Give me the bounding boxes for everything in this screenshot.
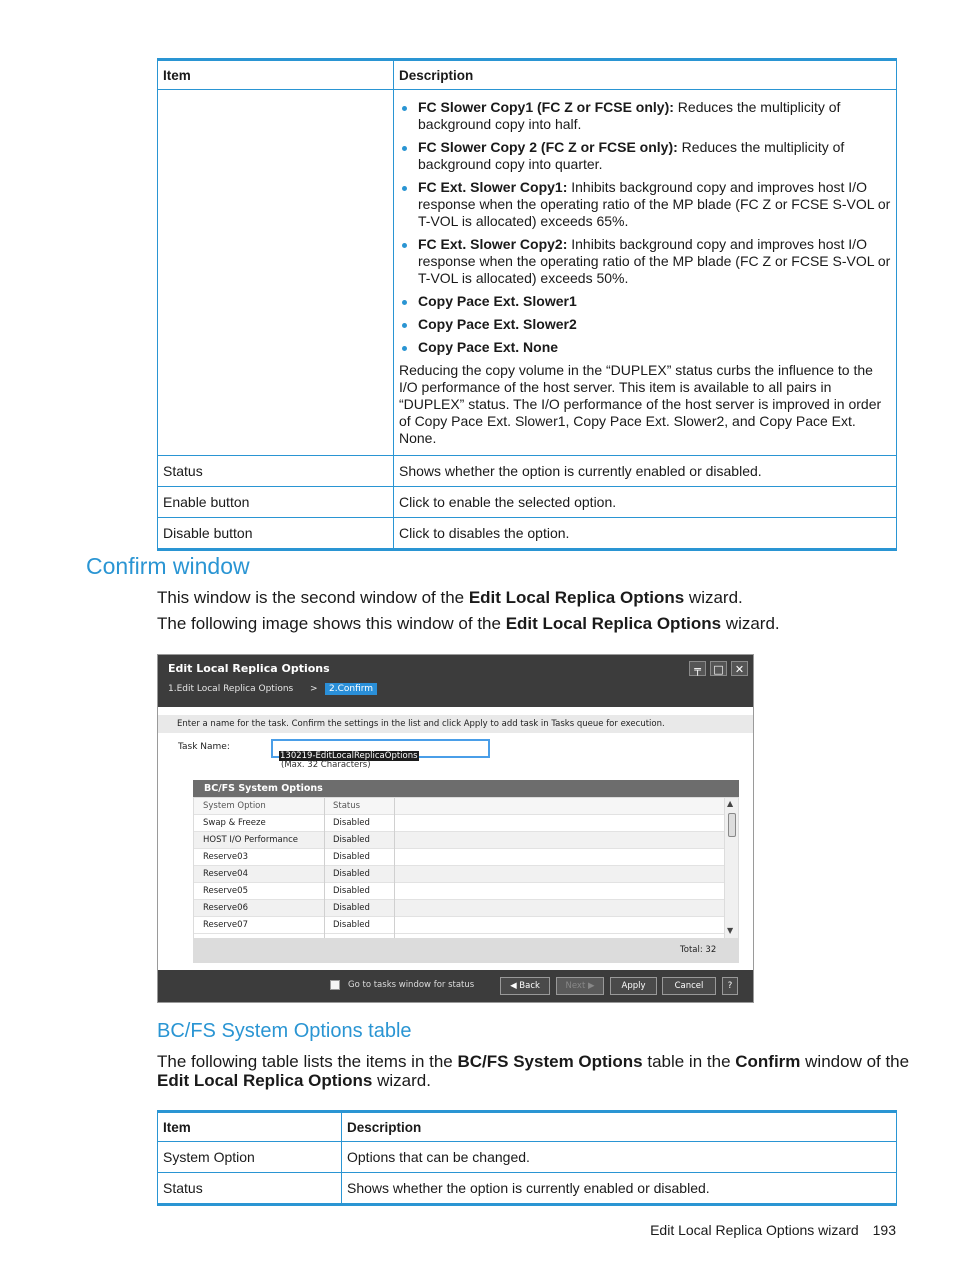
task-name-input[interactable] <box>271 739 490 761</box>
table-row[interactable] <box>194 815 724 832</box>
options-table <box>157 58 897 551</box>
bullet-term: Copy Pace Ext. None <box>418 339 559 355</box>
cell-status: Disabled <box>333 852 370 862</box>
text-span: window of the <box>800 1052 910 1071</box>
wizard-step-1[interactable]: 1.Edit Local Replica Options <box>168 684 294 694</box>
text-span: The following image shows this window of the <box>157 614 506 633</box>
page-footer <box>650 1222 896 1238</box>
window-titlebar <box>158 655 754 707</box>
intro-line-2 <box>157 614 780 634</box>
cell-status: Disabled <box>333 818 370 828</box>
column-divider <box>394 798 395 938</box>
bullet-icon <box>402 346 407 351</box>
instruction-text: Enter a name for the task. Confirm the settings in the list and click Apply to add task in Tasks queue for execution. <box>158 715 754 733</box>
table-row[interactable] <box>194 883 724 900</box>
text-bold: Edit Local Replica Options <box>468 588 685 607</box>
table-cell-item: Status <box>158 456 394 487</box>
list-item <box>399 293 891 310</box>
text-bold: Edit Local Replica Options <box>505 614 722 633</box>
text-bold: BC/FS System Options <box>457 1052 643 1071</box>
table-row <box>158 1173 897 1205</box>
cell-status: Disabled <box>333 886 370 896</box>
max-characters-hint: (Max. 32 Characters) <box>281 760 371 770</box>
total-value: 32 <box>705 945 717 955</box>
grid-header-row <box>194 798 724 815</box>
text-span: table in the <box>642 1052 736 1071</box>
text-span: wizard. <box>684 588 743 607</box>
table-row <box>158 487 897 518</box>
column-header-description: Description <box>394 60 897 90</box>
list-item <box>399 339 891 356</box>
bullet-icon <box>402 300 407 305</box>
table-row[interactable] <box>194 866 724 883</box>
cell-status: Disabled <box>333 920 370 930</box>
bullet-icon <box>402 323 407 328</box>
table-row <box>158 518 897 550</box>
column-header-description: Description <box>342 1112 897 1142</box>
cell-option: Reserve03 <box>203 852 248 862</box>
cell-option: Reserve07 <box>203 920 248 930</box>
column-divider <box>324 798 325 938</box>
table-row[interactable] <box>194 832 724 849</box>
table-cell-description: Shows whether the option is currently enabled or disabled. <box>342 1173 897 1205</box>
window-title: Edit Local Replica Options <box>168 662 330 675</box>
table-cell-item: Enable button <box>158 487 394 518</box>
table-cell-description: Click to disables the option. <box>394 518 897 550</box>
text-bold: Edit Local Replica Options <box>157 1071 373 1090</box>
section-heading-bcfs-table: BC/FS System Options table <box>157 1020 412 1042</box>
list-item <box>399 236 891 287</box>
options-grid <box>194 798 724 938</box>
list-item <box>399 316 891 333</box>
cell-option: Swap & Freeze <box>203 818 266 828</box>
bcfs-intro-line-2 <box>157 1071 431 1091</box>
scroll-up-icon[interactable]: ▲ <box>727 799 734 808</box>
bullet-icon <box>402 243 407 248</box>
total-label: Total: <box>680 945 703 955</box>
table-row[interactable] <box>194 917 724 934</box>
text-span: wizard. <box>372 1071 431 1090</box>
bcfs-options-panel <box>193 780 739 963</box>
help-button[interactable]: ? <box>722 977 738 995</box>
scroll-down-icon[interactable]: ▼ <box>727 926 734 935</box>
apply-button[interactable]: Apply <box>610 977 657 995</box>
task-name-value: 130219-EditLocalReplicaOptions <box>280 751 418 761</box>
cell-option: Reserve04 <box>203 869 248 879</box>
section-heading-confirm-window: Confirm window <box>86 553 250 579</box>
table-header-row <box>158 60 897 90</box>
go-to-tasks-label: Go to tasks window for status <box>348 980 475 990</box>
table-header-row <box>158 1112 897 1142</box>
table-cell-description: Options that can be changed. <box>342 1142 897 1173</box>
bullet-icon <box>402 146 407 151</box>
column-header-system-option[interactable]: System Option <box>203 801 266 811</box>
list-item <box>399 99 891 133</box>
window-button-bar <box>158 970 754 1003</box>
table-row <box>158 456 897 487</box>
table-row <box>158 1142 897 1173</box>
panel-title: BC/FS System Options <box>193 780 739 797</box>
table-cell-description <box>394 90 897 456</box>
table-cell-description: Click to enable the selected option. <box>394 487 897 518</box>
cancel-button[interactable]: Cancel <box>662 977 716 995</box>
wizard-step-2[interactable]: 2.Confirm <box>325 683 377 695</box>
bullet-icon <box>402 106 407 111</box>
table-row[interactable] <box>194 849 724 866</box>
cell-status: Disabled <box>333 869 370 879</box>
cell-option: Reserve05 <box>203 886 248 896</box>
wizard-step-separator: > <box>310 684 318 694</box>
bcfs-options-table <box>157 1110 897 1206</box>
table-cell-item: Disable button <box>158 518 394 550</box>
bullet-term: Copy Pace Ext. Slower1 <box>418 293 577 309</box>
bullet-term: FC Slower Copy 2 (FC Z or FCSE only): <box>418 139 678 155</box>
cell-option: Reserve06 <box>203 903 248 913</box>
cell-status: Disabled <box>333 903 370 913</box>
maximize-icon[interactable]: □ <box>710 661 727 676</box>
text-span: The following table lists the items in the <box>157 1052 458 1071</box>
bullet-term: Copy Pace Ext. Slower2 <box>418 316 577 332</box>
column-header-item: Item <box>158 60 394 90</box>
table-cell-item: Status <box>158 1173 342 1205</box>
bullet-text: Inhibits background copy and improves host I/O response when the operating ratio of the MP blade (FC Z or FCSE S-VOL or T-VOL is allocated) exceeds 65%. <box>418 179 891 229</box>
table-cell-item <box>158 90 394 456</box>
description-paragraph: Reducing the copy volume in the “DUPLEX” status curbs the influence to the I/O performance of the host server. This item is available to all pairs in “DUPLEX” status. The I/O performance of the host server is improved in order of Copy Pace Ext. Slower1, Copy Pace Ext. Slower2, and Copy Pace Ext. None. <box>399 362 882 446</box>
scroll-thumb[interactable] <box>728 813 736 837</box>
total-count <box>680 945 716 955</box>
go-to-tasks-checkbox[interactable] <box>330 980 340 990</box>
page-number: 193 <box>872 1222 896 1238</box>
intro-line-1 <box>157 588 743 608</box>
pin-icon[interactable]: ╤ <box>689 661 706 676</box>
bullet-term: FC Ext. Slower Copy2: <box>418 236 568 252</box>
task-name-label: Task Name: <box>178 742 230 752</box>
confirm-window-screenshot <box>157 654 754 1003</box>
text-bold: Confirm <box>735 1052 801 1071</box>
grid-scrollbar[interactable] <box>725 798 738 938</box>
text-span: wizard. <box>721 614 780 633</box>
back-button[interactable]: ◀ Back <box>500 977 550 995</box>
column-header-item: Item <box>158 1112 342 1142</box>
bullet-text: Reduces the multiplicity of background copy into half. <box>418 99 841 132</box>
list-item <box>399 179 891 230</box>
bullet-icon <box>402 186 407 191</box>
footer-title: Edit Local Replica Options wizard <box>650 1222 859 1238</box>
text-span: This window is the second window of the <box>157 588 469 607</box>
table-row[interactable] <box>194 900 724 917</box>
table-cell-description: Shows whether the option is currently enabled or disabled. <box>394 456 897 487</box>
bcfs-intro-line-1 <box>157 1052 909 1072</box>
table-cell-item: System Option <box>158 1142 342 1173</box>
bullet-text: Inhibits background copy and improves host I/O response when the operating ratio of the MP blade (FC Z or FCSE S-VOL or T-VOL is allocated) exceeds 50%. <box>418 236 891 286</box>
option-bullet-list <box>399 99 891 356</box>
cell-option: HOST I/O Performance <box>203 835 298 845</box>
table-row <box>158 90 897 456</box>
bullet-term: FC Slower Copy1 (FC Z or FCSE only): <box>418 99 674 115</box>
bullet-text: Reduces the multiplicity of background copy into quarter. <box>418 139 845 172</box>
bullet-term: FC Ext. Slower Copy1: <box>418 179 568 195</box>
next-button[interactable]: Next ▶ <box>556 977 604 995</box>
list-item <box>399 139 891 173</box>
cell-status: Disabled <box>333 835 370 845</box>
close-icon[interactable]: ✕ <box>731 661 748 676</box>
column-header-status[interactable]: Status <box>333 801 361 811</box>
